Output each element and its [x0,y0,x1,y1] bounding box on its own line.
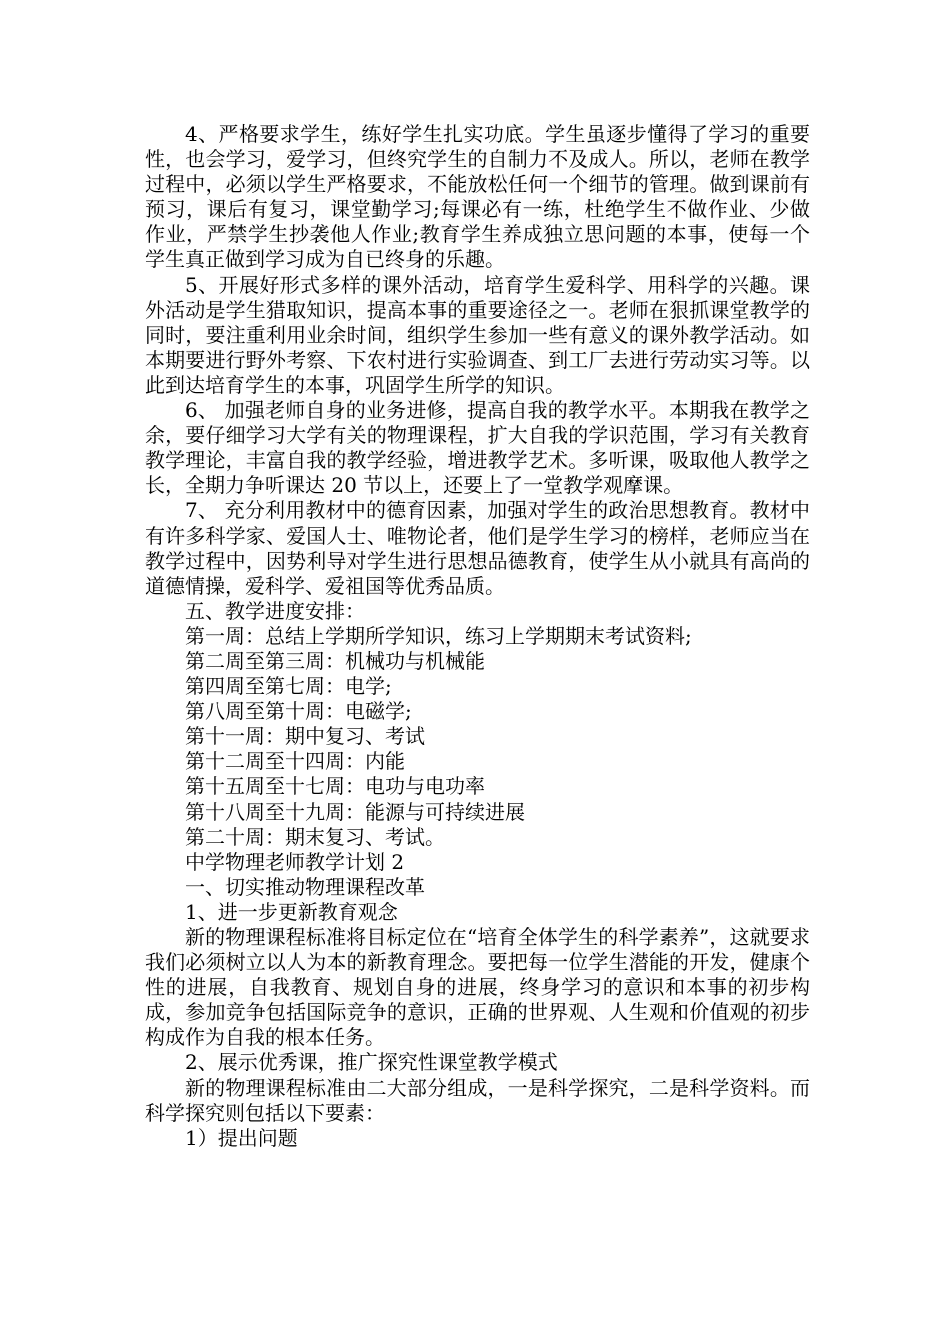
schedule-week-15-17: 第十五周至十七周：电功与电功率 [185,774,485,799]
schedule-week-2-3: 第二周至第三周：机械功与机械能 [185,648,485,673]
plan2-list-item-1: 1）提出问题 [185,1125,298,1150]
paragraph-item-5: 5、开展好形式多样的课外活动，培育学生爱科学、用科学的兴趣。课外活动是学生猎取知识，提高本事的重要途径之一。老师在狠抓课堂教学的同时，要注重利用业余时间，组织学生参加一些有意义的课外教学活动。如本期要进行野外考察、下农村进行实验调查、到工厂去进行劳动实习等。以此到达培育学生的本事，巩固学生所学的知识。 [145,272,810,397]
plan2-section-heading: 一、切实推动物理课程改革 [185,874,425,899]
paragraph-item-4: 4、严格要求学生，练好学生扎实功底。学生虽逐步懂得了学习的重要性，也会学习，爱学习，但终究学生的自制力不及成人。所以，老师在教学过程中，必须以学生严格要求，不能放松任何一个细节的管理。做到课前有预习，课后有复习，课堂勤学习;每课必有一练，杜绝学生不做作业、少做作业，严禁学生抄袭他人作业;教育学生养成独立思问题的本事，使每一个学生真正做到学习成为自已终身的乐趣。 [145,122,810,272]
schedule-week-4-7: 第四周至第七周：电学; [185,674,392,699]
plan2-title: 中学物理老师教学计划 2 [185,849,405,874]
plan2-paragraph-2: 新的物理课程标准由二大部分组成，一是科学探究，二是科学资料。而科学探究则包括以下要素： [145,1075,810,1125]
schedule-week-12-14: 第十二周至十四周：内能 [185,749,405,774]
schedule-week-18-19: 第十八周至十九周：能源与可持续进展 [185,799,525,824]
schedule-week-1: 第一周：总结上学期所学知识，练习上学期期末考试资料; [185,623,692,648]
plan2-subheading-1: 1、进一步更新教育观念 [185,899,398,924]
schedule-week-20: 第二十周：期末复习、考试。 [185,824,445,849]
paragraph-item-6: 6、 加强老师自身的业务进修，提高自我的教学水平。本期我在教学之余，要仔细学习大学有关的物理课程，扩大自我的学识范围，学习有关教育教学理论，丰富自我的教学经验，增进教学艺术。多听课，吸取他人教学之长，全期力争听课达 20 节以上，还要上了一堂教学观摩课。 [145,398,810,498]
plan2-paragraph-1: 新的物理课程标准将目标定位在“培育全体学生的科学素养”，这就要求我们必须树立以人为本的新教育理念。要把每一位学生潜能的开发，健康个性的进展，自我教育、规划自身的进展，终身学习的意识和本事的初步构成，参加竞争包括国际竞争的意识，正确的世界观、人生观和价值观的初步构成作为自我的根本任务。 [145,925,810,1050]
schedule-week-8-10: 第八周至第十周：电磁学; [185,699,412,724]
plan2-subheading-2: 2、展示优秀课，推广探究性课堂教学模式 [185,1050,558,1075]
paragraph-item-7: 7、 充分利用教材中的德育因素，加强对学生的政治思想教育。教材中有许多科学家、爱国人士、唯物论者，他们是学生学习的榜样，老师应当在教学过程中，因势利导对学生进行思想品德教育，使学生从小就具有高尚的道德情操，爱科学、爱祖国等优秀品质。 [145,498,810,598]
schedule-heading: 五、教学进度安排： [185,598,365,623]
schedule-week-11: 第十一周：期中复习、考试 [185,724,425,749]
